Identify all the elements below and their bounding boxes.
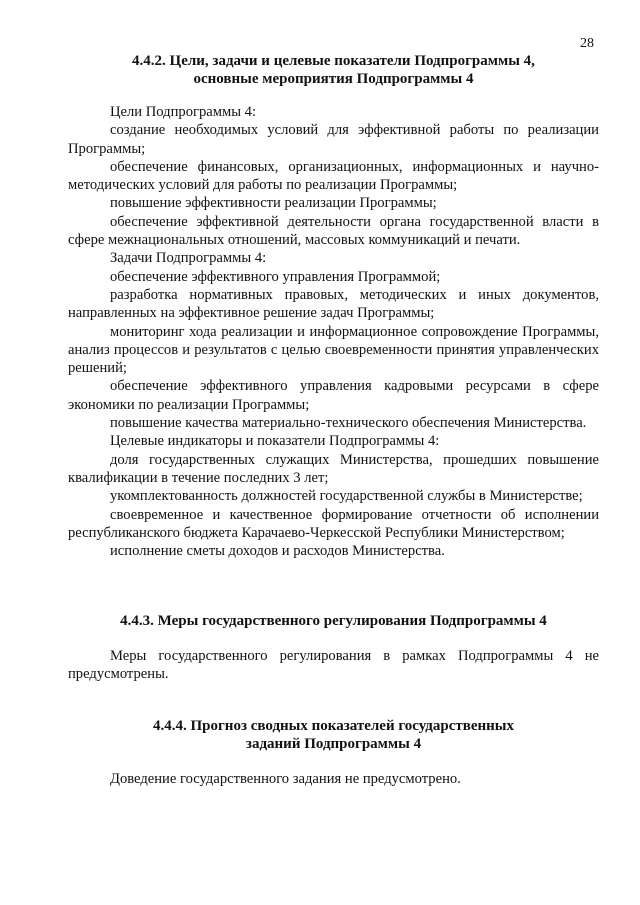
paragraph: доля государственных служащих Министерства, прошедших повышение квалификации в течение последних 3 лет; — [68, 451, 599, 486]
heading-line: основные мероприятия Подпрограммы 4 — [193, 71, 474, 87]
paragraph: повышение качества материально-технического обеспечения Министерства. — [110, 415, 587, 432]
paragraph: исполнение сметы доходов и расходов Министерства. — [110, 543, 445, 560]
paragraph-goals-title: Цели Подпрограммы 4: — [110, 104, 257, 120]
paragraph: укомплектованность должностей государственной службы в Министерстве; — [110, 488, 583, 505]
paragraph: Доведение государственного задания не предусмотрено. — [110, 771, 461, 787]
section-body-4-4-2 — [68, 103, 599, 560]
section-heading-4-4-3 — [68, 612, 599, 630]
section-heading-4-4-4 — [68, 717, 599, 753]
paragraph: создание необходимых условий для эффективной работы по реализации Программы; — [68, 122, 599, 157]
heading-line: заданий Подпрограммы 4 — [245, 736, 422, 752]
paragraph-indicators-title: Целевые индикаторы и показатели Подпрограммы 4: — [110, 433, 440, 450]
section-body-4-4-4 — [68, 770, 599, 788]
section-heading-4-4-2 — [68, 52, 599, 88]
paragraph: обеспечение эффективной деятельности органа государственной власти в сфере межнациональных отношений, массовых коммуникаций и печати. — [68, 213, 599, 249]
heading-line: 4.4.3. Меры государственного регулирования Подпрограммы 4 — [120, 613, 547, 629]
heading-line: 4.4.2. Цели, задачи и целевые показатели Подпрограммы 4, — [132, 53, 535, 69]
paragraph: Меры государственного регулирования в рамках Подпрограммы 4 не предусмотрены. — [68, 648, 599, 683]
paragraph: разработка нормативных правовых, методических и иных документов, направленных на эффективное решение задач Программы; — [68, 286, 599, 322]
paragraph: обеспечение финансовых, организационных, информационных и научно-методических условий для работы по реализации Программы; — [68, 158, 599, 194]
paragraph: своевременное и качественное формирование отчетности об исполнении республиканского бюджета Карачаево-Черкесской Республики Министерством; — [68, 506, 599, 541]
paragraph: мониторинг хода реализации и информационное сопровождение Программы, анализ процессов и результатов с целью своевременности принятия управленческих решений; — [68, 323, 599, 377]
paragraph: обеспечение эффективного управления кадровыми ресурсами в сфере экономики по реализации Программы; — [68, 378, 599, 413]
paragraph: повышение эффективности реализации Программы; — [110, 195, 437, 212]
heading-line: 4.4.4. Прогноз сводных показателей государственных — [152, 718, 514, 734]
page-number: 28 — [580, 36, 594, 51]
paragraph: обеспечение эффективного управления Программой; — [110, 268, 441, 285]
paragraph-tasks-title: Задачи Подпрограммы 4: — [110, 250, 267, 267]
section-body-4-4-3 — [68, 647, 599, 684]
